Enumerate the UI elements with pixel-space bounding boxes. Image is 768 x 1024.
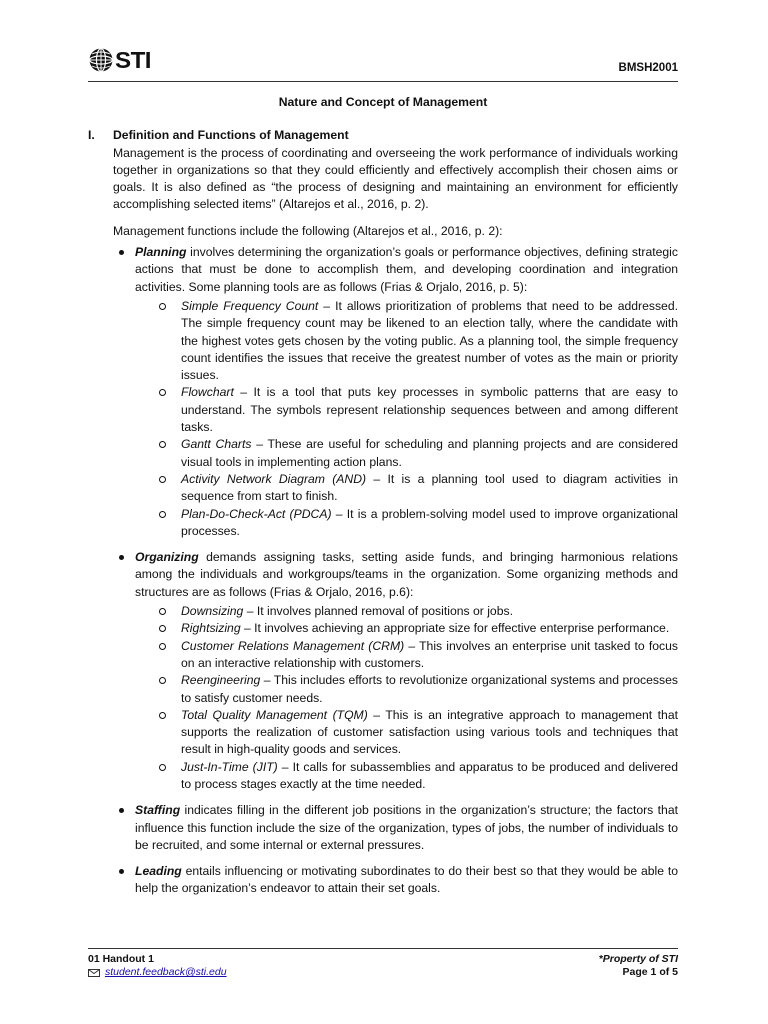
tool-item	[159, 707, 678, 759]
function-description: indicates filling in the different job positions in the organization’s structure; the factors that influence this function include the size of the organization, types of jobs, the number of individuals to be recruited, and some internal or external pressures.	[135, 803, 678, 852]
tool-term: Just-In-Time (JIT)	[181, 759, 278, 774]
tool-item	[159, 506, 678, 541]
tool-description: – It is a planning tool used to diagram activities in sequence from start to finish.	[181, 471, 678, 504]
tool-list	[159, 298, 678, 540]
circle-bullet-icon	[159, 712, 166, 719]
intro-paragraph: Management is the process of coordinating and overseeing the work performance of individuals working together in organizations so that they could efficiently and effectively accomplish their chosen aims or goals. It is also defined as “the process of designing and maintaining an environment for efficiently accomplishing selected items” (Altarejos et al., 2016, p. 2).	[113, 145, 678, 212]
tool-term: Simple Frequency Count	[181, 298, 319, 313]
function-item	[113, 802, 678, 854]
header-divider	[88, 81, 678, 82]
tool-paragraph	[181, 471, 678, 506]
function-term: Leading	[135, 864, 182, 879]
tool-item	[159, 638, 678, 673]
feedback-email-link[interactable]: student.feedback@sti.edu	[105, 966, 227, 978]
sti-logo	[88, 47, 149, 73]
email-line	[88, 966, 227, 979]
circle-bullet-icon	[159, 764, 166, 771]
footer-left	[88, 953, 227, 979]
tool-term: Total Quality Management (TQM)	[181, 707, 368, 722]
circle-bullet-icon	[159, 389, 166, 396]
tool-description: – It allows prioritization of problems that need to be addressed. The simple frequency count may be likened to an election tally, where the candidate with the highest votes gets chosen by the voting public. As a planning tool, the simple frequency count identifies the issues that receive the greatest number of votes as the main or priority issues.	[181, 298, 678, 383]
tool-paragraph	[181, 638, 678, 673]
document-title: Nature and Concept of Management	[278, 95, 488, 109]
tool-item	[159, 384, 678, 436]
function-term: Planning	[135, 245, 187, 260]
function-item	[113, 244, 678, 540]
property-label: *Property of STI	[598, 953, 678, 965]
tool-term: Activity Network Diagram (AND)	[181, 471, 367, 486]
tool-item	[159, 471, 678, 506]
tool-description: – It is a tool that puts key processes in symbolic patterns that are easy to understand. The symbols represent relationship sequences between and among different tasks.	[181, 385, 678, 435]
section-content	[113, 145, 678, 898]
tool-item	[159, 672, 678, 707]
function-item	[113, 549, 678, 793]
circle-bullet-icon	[159, 625, 166, 632]
tool-description: – It calls for subassemblies and apparatus to be produced and delivered to process stages exactly at the time needed.	[181, 759, 678, 791]
tool-term: Customer Relations Management (CRM)	[181, 638, 405, 653]
bullet-icon	[119, 250, 124, 255]
tool-paragraph	[181, 603, 678, 620]
tool-paragraph	[181, 759, 678, 794]
section-number: I.	[88, 128, 95, 143]
circle-bullet-icon	[159, 303, 166, 310]
tool-term: Downsizing	[181, 604, 244, 619]
circle-bullet-icon	[159, 608, 166, 615]
function-description: involves determining the organization’s goals or performance objectives, defining strategic actions that must be done to accomplish them, and developing coordination and integration activities. Some planning tools are as follows (Frias & Orjalo, 2016, p. 5):	[135, 245, 678, 294]
function-description: demands assigning tasks, setting aside funds, and bringing harmonious relations among the individuals and workgroups/teams in the organization. Some organizing methods and structures are as follows (Frias & Orjalo, 2016, p.6):	[135, 550, 678, 599]
tool-description: – These are useful for scheduling and planning projects and are considered visual tools in implementing action plans.	[181, 437, 679, 469]
tool-paragraph	[181, 298, 678, 384]
tool-paragraph	[181, 384, 678, 436]
tool-term: Gantt Charts	[181, 437, 252, 452]
functions-list	[113, 244, 678, 898]
logo-text: STI	[115, 47, 151, 73]
circle-bullet-icon	[159, 511, 166, 518]
tool-term: Plan-Do-Check-Act (PDCA)	[181, 506, 332, 521]
tool-term: Rightsizing	[181, 621, 241, 636]
circle-bullet-icon	[159, 476, 166, 483]
tool-paragraph	[181, 506, 678, 541]
circle-bullet-icon	[159, 441, 166, 448]
tool-paragraph	[181, 620, 678, 637]
function-paragraph	[135, 244, 678, 296]
section-heading	[88, 127, 678, 144]
section-title: Definition and Functions of Management	[113, 128, 349, 143]
page-number: Page 1 of 5	[622, 966, 678, 978]
bullet-icon	[119, 555, 124, 560]
tool-paragraph	[181, 436, 678, 471]
tool-description: – This involves an enterprise unit tasked to focus on an interactive relationship with customers.	[181, 638, 678, 670]
envelope-icon	[88, 969, 100, 977]
tool-term: Reengineering	[181, 673, 261, 688]
function-term: Staffing	[135, 803, 181, 818]
tool-description: – It involves planned removal of positions or jobs.	[243, 604, 513, 619]
bullet-icon	[119, 808, 124, 813]
function-item	[113, 863, 678, 898]
functions-intro: Management functions include the following (Altarejos et al., 2016, p. 2):	[113, 223, 503, 238]
tool-item	[159, 620, 678, 637]
tool-description: – It involves achieving an appropriate size for effective enterprise performance.	[240, 621, 670, 636]
function-description: entails influencing or motivating subordinates to do their best so that they would be able to help the organization’s endeavor to attain their set goals.	[135, 864, 678, 896]
circle-bullet-icon	[159, 677, 166, 684]
handout-label: 01 Handout 1	[88, 953, 154, 965]
tool-paragraph	[181, 672, 678, 707]
bullet-icon	[119, 869, 124, 874]
tool-item	[159, 298, 678, 384]
tool-description: – This includes efforts to revolutionize organizational systems and processes to satisfy customer needs.	[181, 673, 678, 705]
function-term: Organizing	[135, 550, 199, 565]
footer-divider	[88, 948, 678, 949]
tool-list	[159, 603, 678, 793]
tool-item	[159, 603, 678, 620]
tool-description: – It is a problem-solving model used to improve organizational processes.	[181, 506, 678, 538]
circle-bullet-icon	[159, 643, 166, 650]
function-paragraph	[135, 863, 678, 898]
tool-paragraph	[181, 707, 678, 759]
document-body	[88, 94, 678, 907]
tool-item	[159, 759, 678, 794]
tool-description: – This is an integrative approach to management that supports the realization of customer satisfaction using various tools and techniques that result in high-quality goods and services.	[181, 707, 678, 757]
document-code: BMSH2001	[618, 62, 678, 74]
tool-item	[159, 436, 678, 471]
footer-right	[599, 953, 678, 979]
function-paragraph	[135, 802, 678, 854]
function-paragraph	[135, 549, 678, 601]
tool-term: Flowchart	[181, 385, 234, 400]
globe-icon	[88, 47, 114, 73]
